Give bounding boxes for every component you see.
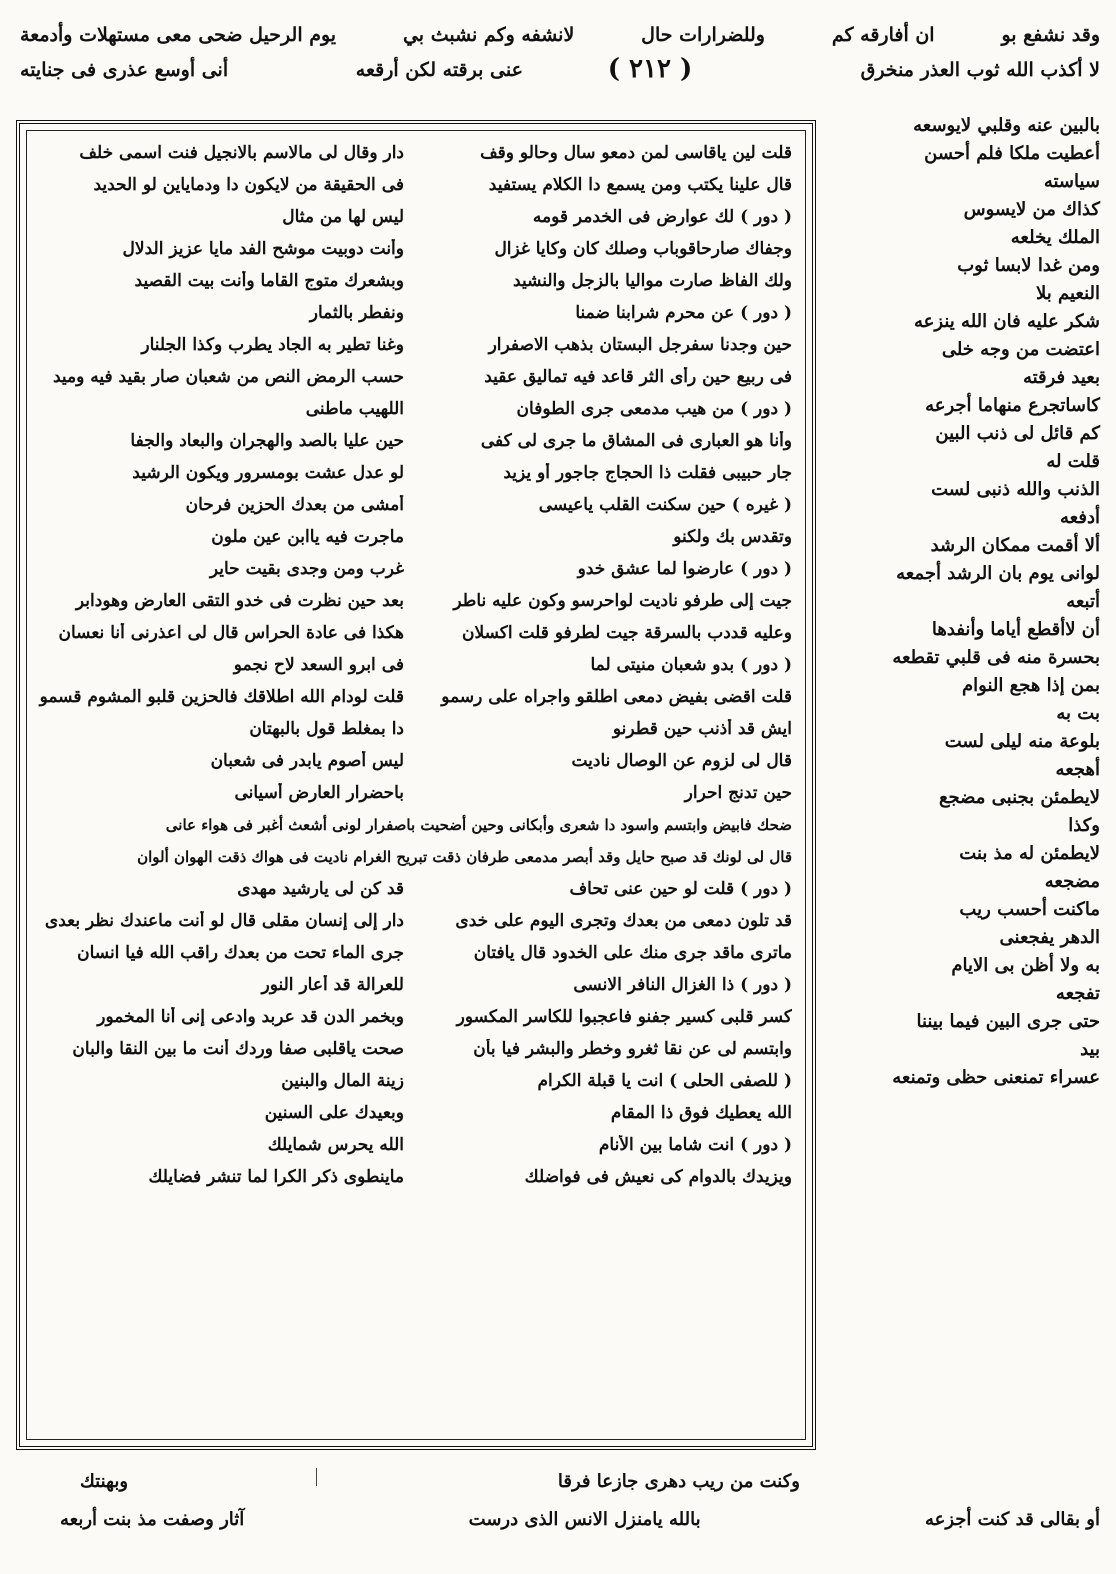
header-text: وقد نشفع بو [1001,24,1100,46]
margin-line: النعيم بلا [1035,283,1100,304]
footer-line-1 [20,1464,1100,1498]
verse-row [32,330,792,360]
margin-line: مضجعه [1044,871,1100,892]
verse-left: قد كن لى يارشيد مهدى [237,879,404,899]
margin-line: بمن إذا هجع النوام [962,675,1100,696]
verse-left: هكذا فى عادة الحراس قال لى اعذرنى أنا نعسان [58,623,404,643]
verse-right: وجفاك صارحاقوباب وصلك كان وكايا غزال [494,239,792,259]
verse-right: قلت لين ياقاسى لمن دمعو سال وحالو وقف [480,143,792,163]
footer-text: وكنت من ريب دهرى جازعا فرقا [557,1470,800,1492]
verse-row [32,1130,792,1160]
verse-left: دار إلى إنسان مقلى قال لو أنت ماعندك نظر بعدى [44,911,404,931]
margin-line: كاساتجرع منهاما أجرعه [925,395,1100,416]
margin-line: عسراء تمنعنى حظى وتمنعه [892,1067,1100,1088]
margin-line: سياسته [1043,171,1100,192]
verse-left: اللهيب ماطنى [305,399,404,419]
margin-line: أن لاأقطع أياما وأنفدها [931,619,1100,640]
verse-right: الله يعطيك فوق ذا المقام [610,1103,792,1123]
verse-left: ماجرت فيه ياابن عين ملون [211,527,404,547]
margin-line: بت به [1056,703,1100,724]
margin-line: اعتضت من وجه خلى [941,339,1100,360]
verse-right: جار حبيبى فقلت ذا الحجاج جاجور أو يزيد [503,463,792,483]
verse-row [32,394,792,424]
full-line: ضحك فابيض وابتسم واسود دا شعرى وأبكانى وحين أضحيت باصفرار لونى أشعث أغبر فى هواء عانى [165,816,792,834]
verse-right: ( غيره ) حين سكنت القلب ياعيسى [538,495,792,515]
margin-line: أدفعه [1060,507,1100,528]
verse-left: غرب ومن وجدى بقيت حاير [209,559,404,579]
verse-right: ( دور ) ذا الغزال النافر الانسى [573,975,792,995]
verse-row [32,1034,792,1064]
margin-column [822,112,1104,1452]
header-text: لا أكذب الله ثوب العذر منخرق [860,59,1100,81]
page-footer [20,1456,1100,1556]
header-text: لانشفه وكم نشبث بي [402,24,575,46]
page-header [20,8,1100,116]
verse-right: قال علينا يكتب ومن يسمع دا الكلام يستفيد [488,175,792,195]
verse-row [32,1066,792,1096]
verse-row [32,906,792,936]
verse-left: فى ابرو السعد لاح نجمو [233,655,404,675]
verse-row [32,362,792,392]
verse-right: ويزيدك بالدوام كى نعيش فى فواضلك [524,1167,792,1187]
verse-row [32,746,792,776]
verse-right: وتقدس بك ولكنو [673,527,792,547]
verse-row [32,458,792,488]
header-line-1 [20,20,1100,50]
verse-right: ماترى ماقد جرى منك على الخدود قال يافتان [473,943,792,963]
margin-line: ومن غدا لابسا ثوب [957,255,1100,276]
verse-left: جرى الماء تحت من بعدك راقب الله فيا انسان [77,943,404,963]
margin-line: وكذا [1068,815,1100,836]
margin-line: أعطيت ملكا فلم أحسن [924,143,1100,164]
verse-left: باحضرار العارض أسيانى [234,783,404,803]
divider-mark [316,1468,317,1486]
verse-left: وبشعرك متوج القاما وأنت بيت القصيد [134,271,404,291]
footer-text: وبهنتك [80,1470,129,1492]
margin-line: بعيد فرقته [1022,367,1100,388]
verse-left: فى الحقيقة من لايكون دا ودماياين لو الحديد [93,175,404,195]
margin-line: الذنب والله ذنبى لست [931,479,1100,500]
verse-left: حسب الرمض النص من شعبان صار بقيد فيه وميد [52,367,404,387]
footer-text: آثار وصفت مذ بنت أربعه [60,1508,245,1530]
verse-right: ( دور ) انت شاما بين الأنام [598,1135,792,1155]
verse-right: وأنا هو العبارى فى المشاق ما جرى لى كفى [480,431,792,451]
footer-line-2 [20,1502,1100,1536]
verse-row [32,1162,792,1192]
header-text: عنى برقته لكن أرقعه [355,59,523,81]
header-text: أنى أوسع عذرى فى جنايته [20,59,229,81]
verse-left: لو عدل عشت بومسرور ويكون الرشيد [132,463,404,483]
verse-left: وبخمر الدن قد عربد وادعى إنى أنا المخمور [97,1007,404,1027]
verse-row [32,490,792,520]
verse-right: جيت إلى طرفو ناديت لواحرسو وكون عليه ناطر [453,591,792,611]
margin-line: بالبين عنه وقلبي لايوسعه [913,115,1100,136]
margin-line: شكر عليه فان الله ينزعه [914,311,1100,332]
verse-row [32,170,792,200]
verse-row [32,650,792,680]
verse-row [32,202,792,232]
header-line-2 [20,55,1100,85]
verse-right: ولك الفاظ صارت مواليا بالزجل والنشيد [513,271,792,291]
verse-left: وغنا تطير به الجاد يطرب وكذا الجلنار [141,335,404,355]
footer-text: بالله يامنزل الانس الذى درست [468,1508,701,1530]
margin-line: به ولا أظن بى الايام [951,955,1100,976]
verse-row [32,874,792,904]
verse-left: وأنت دوبيت موشح الفد مايا عزيز الدلال [122,239,404,259]
verse-right: وعليه قددب بالسرقة جيت لطرفو قلت اكسلان [461,623,792,643]
verse-row [32,714,792,744]
margin-line: حتى جرى البين فيما بيننا [916,1011,1100,1032]
verse-right: ( دور ) بدو شعبان منيتى لما [590,655,792,675]
verse-right: ( دور ) من هيب مدمعى جرى الطوفان [516,399,792,419]
verse-left: حين عليا بالصد والهجران والبعاد والجفا [130,431,404,451]
verse-row [32,778,792,808]
verse-right: قال لى لزوم عن الوصال ناديت [571,751,792,771]
verse-row [32,682,792,712]
margin-line: قلت له [1046,451,1100,472]
verse-row [32,426,792,456]
verse-row [32,554,792,584]
verse-row [32,586,792,616]
full-line: قال لى لونك قد صبح حايل وقد أبصر مدمعى طرفان ذقت تبريح الغرام ناديت فى هواك ذقت الهوان ألوان [137,848,792,866]
verse-row [32,234,792,264]
margin-line: ألا أقمت ممكان الرشد [930,535,1100,556]
verse-left: ماينطوى ذكر الكرا لما تنشر فضايلك [148,1167,404,1187]
verse-right: ايش قد أذنب حين قطرنو [612,719,792,739]
margin-line: ماكنت أحسب ريب [959,899,1100,920]
margin-line: الدهر يفجعنى [999,927,1100,948]
verse-right: ( دور ) عارضوا لما عشق خدو [577,559,792,579]
verse-right: ( للصفى الحلى ) انت يا قبلة الكرام [537,1071,792,1091]
header-text: وللضرارات حال [641,24,765,46]
verse-left: ليس أصوم يابدر فى شعبان [210,751,404,771]
verse-right: ( دور ) لك عوارض فى الخدمر قومه [532,207,792,227]
margin-line: لوانى يوم بان الرشد أجمعه [896,563,1100,584]
verse-row [32,1002,792,1032]
verse-left: زينة المال والبنين [281,1071,404,1091]
header-text: ان أفارقه كم [831,24,935,46]
verse-right: ( دور ) قلت لو حين عنى تحاف [569,879,792,899]
verse-left: وبعيدك على السنين [264,1103,404,1123]
verse-row [32,522,792,552]
footer-text: أو بقالى قد كنت أجزعه [924,1508,1100,1530]
margin-line: كم قائل لى ذنب البين [935,423,1100,444]
verse-right: قلت اقضى بفيض دمعى اطلقو واجراه على رسمو [441,687,792,707]
verse-row [32,298,792,328]
verse-left: للعرالة قد أعار النور [261,975,404,995]
margin-line: الملك يخلعه [1010,227,1100,248]
verse-left: الله يحرس شمايلك [267,1135,404,1155]
verse-right: حين وجدنا سفرجل البستان بذهب الاصفرار [488,335,792,355]
verse-row [32,970,792,1000]
margin-line: بحسرة منه فى قلبي تقطعه [892,647,1100,668]
verse-left: دا بمغلط قول بالبهتان [249,719,404,739]
verse-row [32,266,792,296]
verse-right: فى ربيع حين رأى الثر قاعد فيه تماليق عقيد [484,367,792,387]
margin-line: تفجعه [1055,983,1100,1004]
verse-row [32,138,792,168]
margin-line: بيد [1080,1039,1100,1060]
verse-row [32,938,792,968]
margin-line: لايطمئن بجنبى مضجع [938,787,1100,808]
verse-left: ليس لها من مثال [282,207,404,227]
margin-line: أهجعه [1055,759,1100,780]
margin-line: كذاك من لايسوس [963,199,1100,220]
header-text: يوم الرحيل ضحى معى مستهلات وأدمعة [20,24,337,46]
verse-left: صحت ياقلبى صفا وردك أنت ما بين النقا والبان [72,1039,404,1059]
verse-row [32,618,792,648]
margin-line: أتبعه [1066,591,1100,612]
verse-right: قد تلون دمعى من بعدك وتجرى اليوم على خدى [455,911,792,931]
verse-row [32,1098,792,1128]
verse-left: قلت لودام الله اطلاقك فالحزين قلبو المشوم قسمو [39,687,404,707]
verse-left: ونفطر بالثمار [309,303,404,323]
page-number: ( ۲۱۲ ) [607,54,693,84]
margin-line: لايطمئن له مذ بنت [959,843,1100,864]
verse-right: وابتسم لى عن نقا ثغرو وخطر والبشر فيا بأن [473,1039,792,1059]
verse-left: دار وقال لى مالاسم بالانجيل فنت اسمى خلف [79,143,404,163]
margin-line: بلوعة منه ليلى لست [944,731,1100,752]
verse-left: أمشى من بعدك الحزين فرحان [185,495,404,515]
verse-right: حين تدنج احرار [684,783,792,803]
main-text-frame [16,120,816,1450]
verse-left: بعد حين نظرت فى خدو التقى العارض وهودابر [75,591,404,611]
verse-right: كسر قلبى كسير جفنو فاعجبوا للكاسر المكسور [456,1007,792,1027]
verse-right: ( دور ) عن محرم شرابنا ضمنا [575,303,792,323]
